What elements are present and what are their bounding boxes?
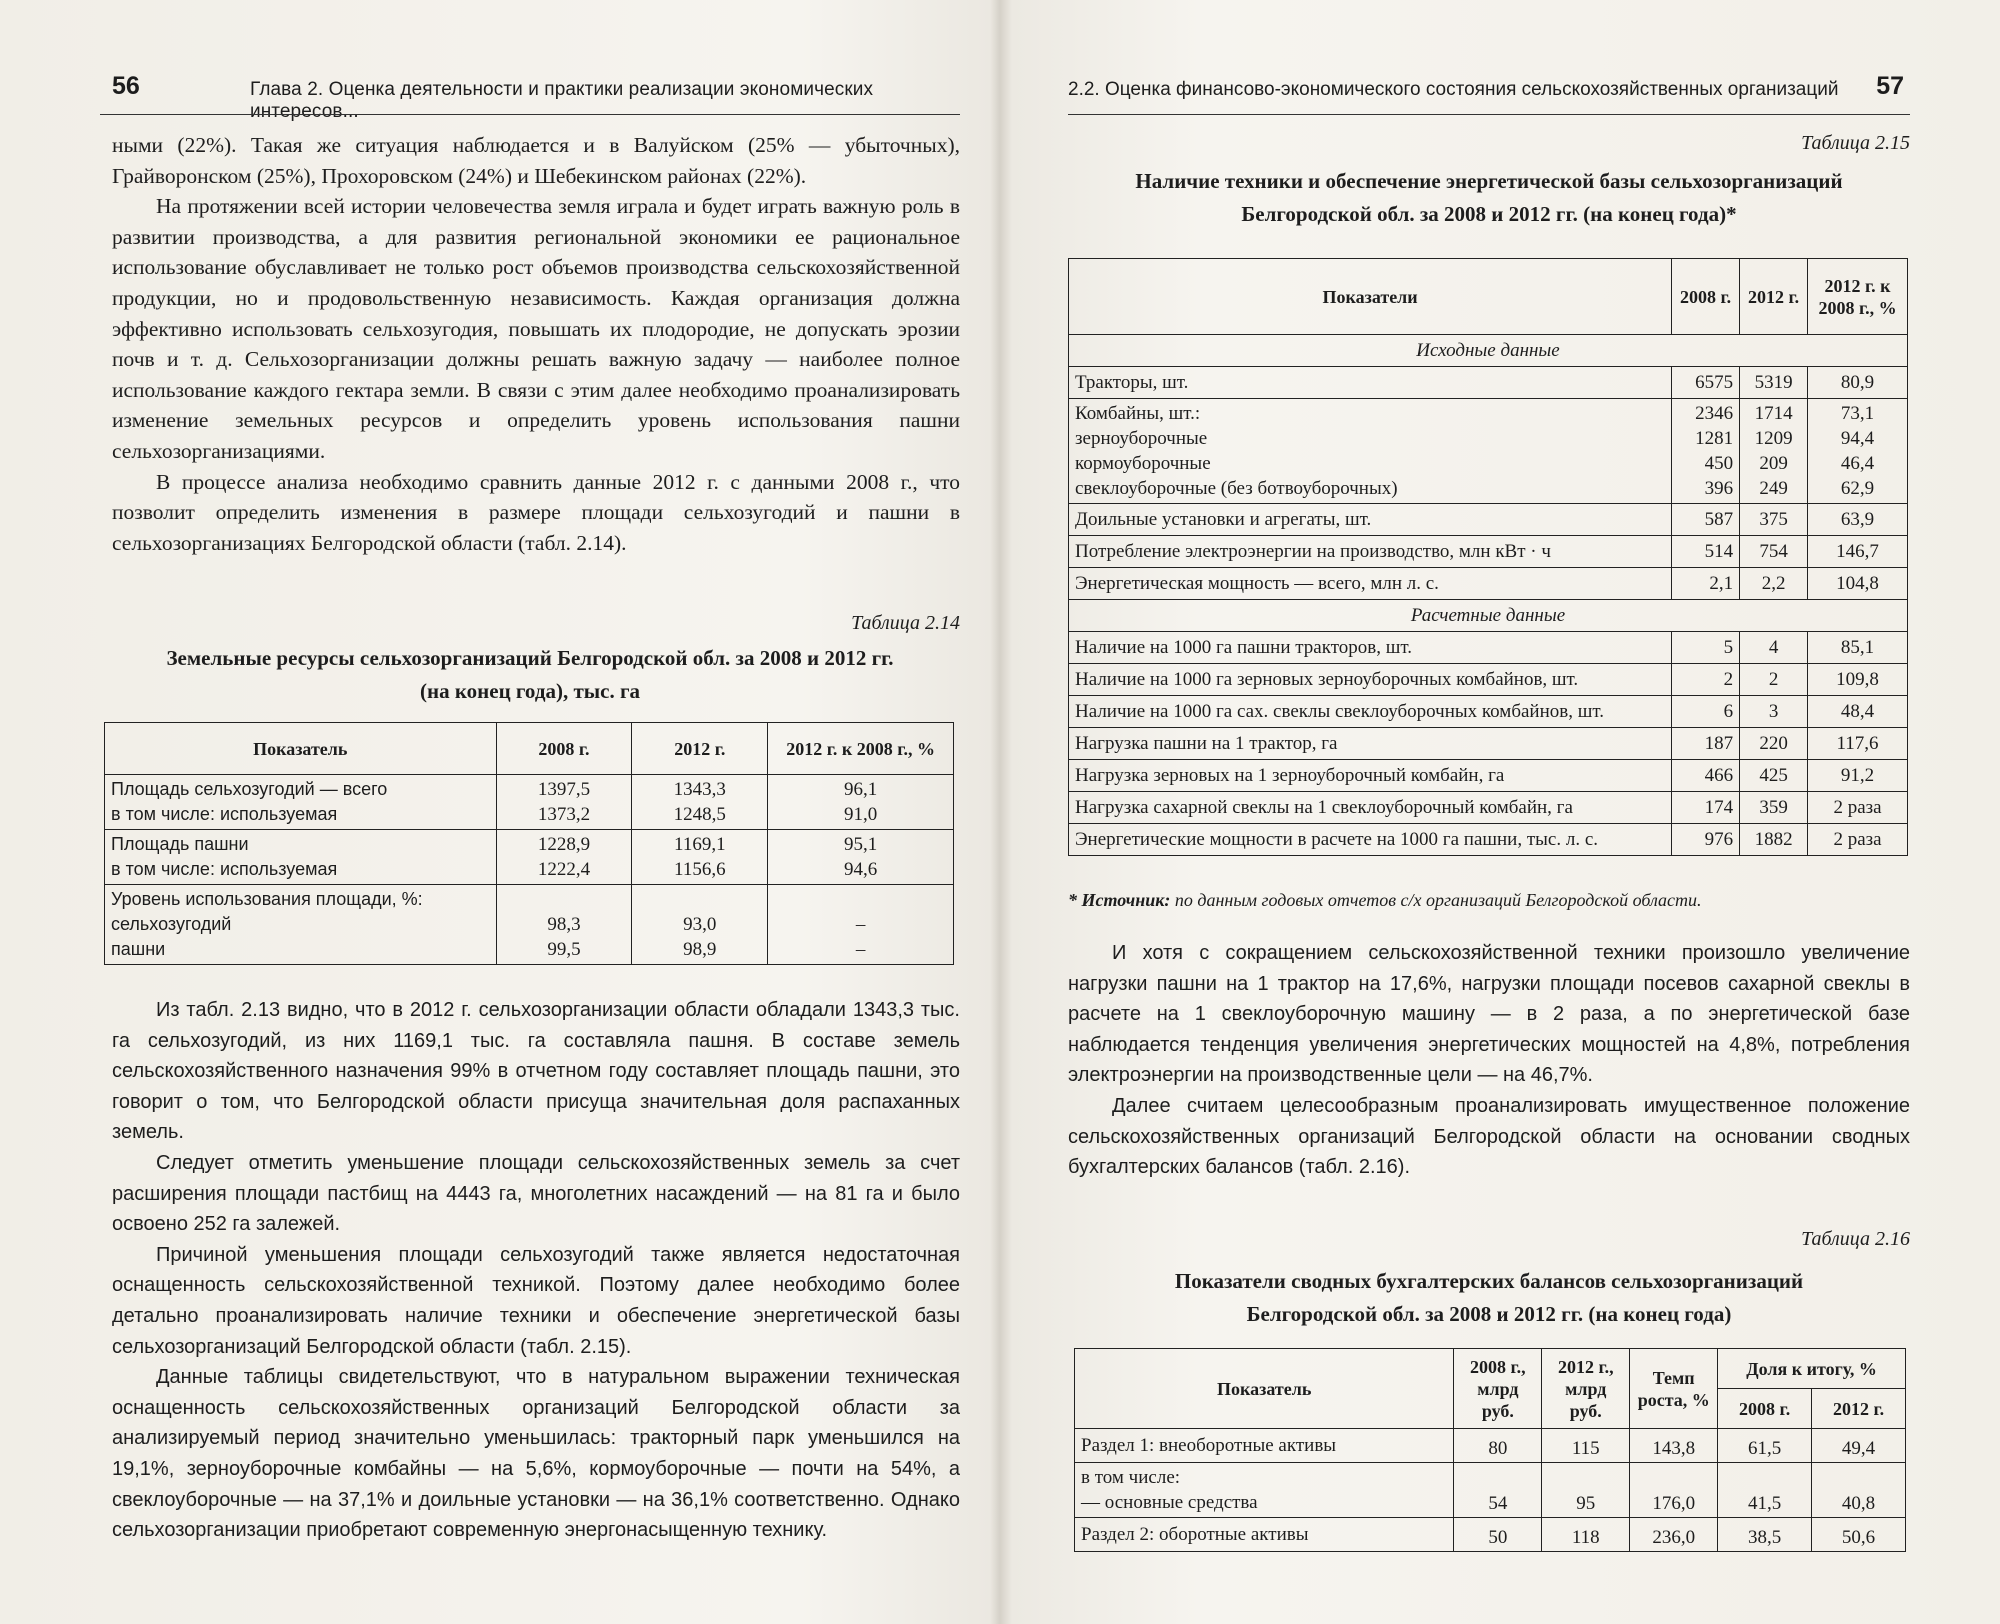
table-cell: [1808, 632, 1908, 664]
cell-line: 96,1: [843, 779, 878, 800]
cell-line: кормоуборочные: [1075, 453, 1211, 474]
source-label: * Источник:: [1068, 890, 1171, 910]
cell-line: Площадь пашни: [111, 834, 249, 854]
table-header: 2012 г.: [632, 723, 768, 775]
cell-line: 94,4: [1840, 428, 1875, 449]
table-cell: [1740, 536, 1808, 568]
page-number: 57: [1876, 72, 1904, 100]
page-number: 56: [112, 72, 140, 100]
table-cell: [1740, 664, 1808, 696]
cell-line: 2,2: [1761, 573, 1786, 594]
section-row: [1069, 600, 1908, 632]
paragraph: ными (22%). Такая же ситуация наблюдается и в Валуйском (25% — убыточных), Грайворонском (25%), Прохоровском (24%) и Шебекинском районах (22%).: [112, 133, 960, 188]
table-cell: [1808, 696, 1908, 728]
cell-line: сельхозугодий: [111, 914, 232, 934]
balance-table: [1074, 1348, 1906, 1552]
cell-line: 91,2: [1840, 765, 1875, 786]
header-rule: [1068, 114, 1910, 115]
paragraph: Из табл. 2.13 видно, что в 2012 г. сельхозорганизации области обладали 1343,3 тыс. га сельхозугодий, из них 1169,1 тыс. га составляла пашня. В составе земель сельскохозяйственного назначения 99% в отчетном году составляет площадь пашни, это говорит о том, что Белгородской области присуща значительная доля распаханных земель.: [112, 999, 960, 1144]
cell-line: 1209: [1754, 428, 1793, 449]
cell-line: Комбайны, шт.:: [1075, 403, 1201, 424]
table-title-line: (на конец года), тыс. га: [419, 679, 641, 703]
table-cell: [1069, 399, 1672, 504]
table-header: 2012 г. к 2008 г., %: [768, 723, 954, 775]
table-row: [1069, 696, 1908, 728]
table-cell: [1672, 367, 1740, 399]
table-title-line: Белгородской обл. за 2008 и 2012 гг. (на конец года): [1246, 1302, 1732, 1326]
cell-line: 2 раза: [1833, 829, 1882, 850]
cell-line: Раздел 2: оборотные активы: [1081, 1524, 1309, 1545]
source-text: по данным годовых отчетов с/х организаций Белгородской области.: [1170, 890, 1702, 910]
table-header: 2012 г.: [1740, 259, 1808, 335]
cell-line: 85,1: [1840, 637, 1875, 658]
cell-line: 1281: [1695, 428, 1734, 449]
table-cell: [1672, 399, 1740, 504]
table-cell: [1808, 664, 1908, 696]
table-source-note: [1068, 890, 1702, 911]
cell-line: 396: [1704, 478, 1734, 499]
cell-line: 109,8: [1836, 669, 1879, 690]
table-title-line: Показатели сводных бухгалтерских балансов сельхозорганизаций: [1174, 1269, 1804, 1293]
table-cell: 115: [1542, 1429, 1630, 1463]
table-cell: [1740, 399, 1808, 504]
table-cell: [1075, 1429, 1454, 1463]
cell-line: 1228,9: [537, 834, 591, 855]
cell-line: 425: [1759, 765, 1788, 786]
table-row: [1075, 1518, 1906, 1552]
cell-line: пашни: [111, 939, 166, 959]
cell-line: Энергетические мощности в расчете на 1000 га пашни, тыс. л. с.: [1075, 829, 1599, 850]
cell-line: в том числе: используемая: [111, 859, 338, 879]
table-cell: [1069, 504, 1672, 536]
table-cell: [1672, 664, 1740, 696]
table-cell: [1808, 504, 1908, 536]
cell-line: 98,9: [683, 939, 717, 960]
table-cell: [105, 885, 497, 965]
table-cell: [1069, 367, 1672, 399]
cell-line: [774, 887, 947, 912]
paragraph: И хотя с сокращением сельскохозяйственной техники произошло увеличение нагрузки пашни на 1 трактор на 17,6%, нагрузки площади посевов сахарной свеклы в расчете на 1 свеклоуборочную машину — в 2 раза, а по энергетической базе наблюдается тенденция увеличения энергетических мощностей на 4,8%, потребления электроэнергии на производственные цели — на 46,7%.: [1068, 942, 1910, 1087]
cell-line: Нагрузка сахарной свеклы на 1 свеклоуборочный комбайн, га: [1075, 797, 1573, 818]
table-cell: 236,0: [1630, 1518, 1718, 1552]
right-page: [1068, 0, 1910, 1624]
cell-line: 1156,6: [674, 859, 726, 880]
table-header: Показатель: [1075, 1349, 1454, 1429]
table-cell: [496, 775, 632, 830]
table-cell: [1808, 568, 1908, 600]
table-row: [1069, 504, 1908, 536]
cell-line: 3: [1768, 701, 1779, 722]
table-cell: [105, 830, 497, 885]
table-cell: [1069, 792, 1672, 824]
cell-line: свеклоуборочные (без ботвоуборочных): [1075, 478, 1398, 499]
table-row: [1069, 536, 1908, 568]
table-cell: [1740, 792, 1808, 824]
cell-line: 359: [1759, 797, 1788, 818]
section-heading: Исходные данные: [1069, 335, 1908, 367]
cell-line: 5319: [1754, 372, 1793, 393]
table-cell: [1808, 824, 1908, 856]
table-cell: [768, 885, 954, 965]
cell-line: 63,9: [1840, 509, 1875, 530]
table-cell: 143,8: [1630, 1429, 1718, 1463]
table-row: [1069, 399, 1908, 504]
cell-line: 2: [1768, 669, 1779, 690]
table-header: 2008 г.: [496, 723, 632, 775]
table-title-line: Наличие техники и обеспечение энергетической базы сельхозорганизаций: [1135, 169, 1843, 193]
cell-line: 1373,2: [537, 804, 591, 825]
cell-line: 450: [1704, 453, 1734, 474]
cell-line: Доильные установки и агрегаты, шт.: [1075, 509, 1372, 530]
cell-line: [638, 887, 761, 912]
cell-line: 174: [1704, 797, 1734, 818]
cell-line: [503, 887, 626, 912]
running-header: [100, 72, 960, 122]
table-cell: [1672, 824, 1740, 856]
cell-line: 146,7: [1836, 541, 1879, 562]
table-label: Таблица 2.15: [1801, 132, 1910, 154]
paragraph: Далее считаем целесообразным проанализировать имущественное положение сельскохозяйственных организаций Белгородской области на основании сводных бухгалтерских балансов (табл. 2.16).: [1068, 1094, 1910, 1179]
table-header: 2008 г.: [1672, 259, 1740, 335]
table-row: [1069, 792, 1908, 824]
cell-line: 93,0: [683, 914, 717, 935]
table-cell: [496, 885, 632, 965]
table-title-line: Земельные ресурсы сельхозорганизаций Белгородской обл. за 2008 и 2012 гг.: [166, 646, 894, 670]
section-heading: Расчетные данные: [1069, 600, 1908, 632]
table-cell: [1740, 728, 1808, 760]
cell-line: –: [855, 914, 866, 935]
table-cell: [1672, 504, 1740, 536]
cell-line: 1343,3: [673, 779, 726, 800]
table-row: [1075, 1463, 1906, 1518]
table-cell: [1069, 632, 1672, 664]
cell-line: 91,0: [843, 804, 878, 825]
table-cell: [1808, 399, 1908, 504]
cell-line: 99,5: [547, 939, 581, 960]
running-head-text: Глава 2. Оценка деятельности и практики реализации экономических интересов...: [250, 79, 874, 122]
cell-line: 4: [1768, 637, 1779, 658]
paragraph: Данные таблицы свидетельствуют, что в натуральном выражении техническая оснащенность сельскохозяйственных организаций Белгородской области за анализируемый период значительно уменьшилась: тракторный парк уменьшился на 19,1%, зерноуборочные комбайны — на 5,6%, кормоуборочные — почти на 54%, а свеклоуборочные — на 37,1% и доильные установки — на 36,1% соответственно. Однако сельхозорганизации приобретают современную энергонасыщенную технику.: [112, 1366, 960, 1542]
table-header: Показатель: [105, 723, 497, 775]
table-row: [1075, 1429, 1906, 1463]
body-text-bottom: [112, 995, 960, 1546]
table-header: Показатели: [1069, 259, 1672, 335]
cell-line: 1714: [1754, 403, 1793, 424]
table-cell: [1672, 792, 1740, 824]
table-cell: [1808, 760, 1908, 792]
body-text: [1068, 938, 1910, 1183]
cell-line: Наличие на 1000 га зерновых зерноуборочных комбайнов, шт.: [1075, 669, 1579, 690]
cell-line: 94,6: [843, 859, 878, 880]
table-cell: 54: [1454, 1463, 1542, 1518]
header-rule: [100, 114, 960, 115]
table-cell: [1069, 824, 1672, 856]
table-row: [1069, 664, 1908, 696]
cell-line: зерноуборочные: [1075, 428, 1208, 449]
cell-line: Наличие на 1000 га пашни тракторов, шт.: [1075, 637, 1412, 658]
cell-line: 754: [1759, 541, 1788, 562]
table-cell: [1672, 632, 1740, 664]
table-cell: 50,6: [1812, 1518, 1906, 1552]
paragraph: Причиной уменьшения площади сельхозугодий также является недостаточная оснащенность сельскохозяйственной техникой. Поэтому далее необходимо более детально проанализировать наличие техники и обеспечение энергетической базы сельхозорганизаций Белгородской области (табл. 2.15).: [112, 1243, 960, 1358]
table-cell: 49,4: [1812, 1429, 1906, 1463]
cell-line: Потребление электроэнергии на производство, млн кВт · ч: [1075, 541, 1551, 562]
cell-line: Тракторы, шт.: [1075, 372, 1189, 393]
table-cell: [1672, 728, 1740, 760]
cell-line: 587: [1704, 509, 1734, 530]
land-resources-table: [104, 722, 954, 965]
cell-line: в том числе: используемая: [111, 804, 338, 824]
table-cell: [1740, 696, 1808, 728]
machinery-table: [1068, 258, 1908, 856]
cell-line: Наличие на 1000 га сах. свеклы свеклоуборочных комбайнов, шт.: [1075, 701, 1604, 722]
table-row: [105, 775, 954, 830]
body-text-top: [112, 130, 960, 558]
left-page: [100, 0, 960, 1624]
running-head-text: 2.2. Оценка финансово-экономического состояния сельскохозяйственных организаций: [1068, 79, 1839, 100]
cell-line: 6575: [1695, 372, 1734, 393]
cell-line: 220: [1759, 733, 1788, 754]
cell-line: в том числе:: [1081, 1467, 1181, 1488]
table-header: Темп роста, %: [1630, 1349, 1718, 1429]
table-cell: [1069, 568, 1672, 600]
cell-line: 2346: [1695, 403, 1734, 424]
table-cell: [768, 775, 954, 830]
table-cell: 118: [1542, 1518, 1630, 1552]
table-header: 2012 г.: [1812, 1389, 1906, 1429]
table-cell: [632, 830, 768, 885]
cell-line: 976: [1704, 829, 1734, 850]
table-header: 2008 г., млрд руб.: [1454, 1349, 1542, 1429]
table-row: [1069, 760, 1908, 792]
table-title: [1068, 165, 1910, 231]
table-label: Таблица 2.16: [1801, 1228, 1910, 1250]
cell-line: Нагрузка пашни на 1 трактор, га: [1075, 733, 1338, 754]
table-cell: [1672, 568, 1740, 600]
cell-line: 2: [1723, 669, 1734, 690]
table-cell: [1808, 367, 1908, 399]
paragraph: На протяжении всей истории человечества земля играла и будет играть важную роль в развитии производства, а для развития региональной экономики ее рациональное использование обуславливает не только рост объемов производства сельскохозяйственной продукции, но и продовольственную независимость. Каждая организация должна эффективно использовать сельхозугодия, повышать их плодородие, не допускать эрозии почв и т. д. Сельхозорганизации должны решать важную задачу — наиболее полное использование каждого гектара земли. В связи с этим далее необходимо проанализировать изменение земельных ресурсов и определить уровень использования пашни сельхозорганизациями.: [112, 194, 960, 463]
table-cell: [1069, 760, 1672, 792]
paragraph: В процессе анализа необходимо сравнить данные 2012 г. с данными 2008 г., что позволит определить изменения в размере площади сельхозугодий и пашни в сельхозорганизациях Белгородской области (табл. 2.14).: [112, 469, 960, 555]
cell-line: 514: [1704, 541, 1734, 562]
table-title: [100, 642, 960, 708]
table-cell: [1672, 536, 1740, 568]
table-header: 2012 г. к 2008 г., %: [1808, 259, 1908, 335]
cell-line: Раздел 1: внеоборотные активы: [1081, 1435, 1337, 1456]
table-cell: 61,5: [1718, 1429, 1812, 1463]
table-row: [1069, 568, 1908, 600]
table-cell: 40,8: [1812, 1463, 1906, 1518]
table-cell: 95: [1542, 1463, 1630, 1518]
table-cell: [768, 830, 954, 885]
cell-line: 62,9: [1840, 478, 1875, 499]
table-cell: [1808, 728, 1908, 760]
table-cell: [1075, 1518, 1454, 1552]
cell-line: Площадь сельхозугодий — всего: [111, 779, 388, 799]
table-cell: [1808, 792, 1908, 824]
cell-line: 1248,5: [673, 804, 726, 825]
table-title: [1068, 1265, 1910, 1331]
cell-line: 73,1: [1840, 403, 1875, 424]
cell-line: Энергетическая мощность — всего, млн л. с.: [1075, 573, 1439, 594]
table-cell: [1069, 664, 1672, 696]
table-row: [1069, 632, 1908, 664]
table-cell: 80: [1454, 1429, 1542, 1463]
cell-line: 6: [1723, 701, 1734, 722]
cell-line: Нагрузка зерновых на 1 зерноуборочный комбайн, га: [1075, 765, 1505, 786]
cell-line: 1882: [1754, 829, 1793, 850]
table-cell: [632, 885, 768, 965]
cell-line: 2,1: [1709, 573, 1734, 594]
cell-line: 1222,4: [537, 859, 591, 880]
table-cell: [1740, 760, 1808, 792]
cell-line: 187: [1704, 733, 1734, 754]
table-cell: 176,0: [1630, 1463, 1718, 1518]
cell-line: 117,6: [1836, 733, 1879, 754]
cell-line: 249: [1759, 478, 1788, 499]
table-header: 2012 г., млрд руб.: [1542, 1349, 1630, 1429]
table-cell: [632, 775, 768, 830]
cell-line: 1169,1: [674, 834, 726, 855]
table-cell: [105, 775, 497, 830]
table-cell: [1069, 728, 1672, 760]
table-cell: [496, 830, 632, 885]
cell-line: 2 раза: [1833, 797, 1882, 818]
cell-line: 1397,5: [537, 779, 591, 800]
cell-line: 209: [1759, 453, 1788, 474]
table-row: [105, 885, 954, 965]
cell-line: 95,1: [843, 834, 878, 855]
table-cell: [1075, 1463, 1454, 1518]
table-label: Таблица 2.14: [851, 612, 960, 634]
table-cell: 50: [1454, 1518, 1542, 1552]
table-row: [105, 830, 954, 885]
table-cell: [1740, 367, 1808, 399]
paragraph: Следует отметить уменьшение площади сельскохозяйственных земель за счет расширения площади пастбищ на 4443 га, многолетних насаждений — на 81 га и было освоено 252 га залежей.: [112, 1151, 960, 1236]
table-cell: [1672, 696, 1740, 728]
table-cell: [1808, 536, 1908, 568]
table-row: [1069, 728, 1908, 760]
table-cell: 38,5: [1718, 1518, 1812, 1552]
table-cell: [1740, 824, 1808, 856]
table-cell: [1672, 760, 1740, 792]
table-cell: [1069, 536, 1672, 568]
cell-line: 48,4: [1840, 701, 1875, 722]
table-cell: [1740, 632, 1808, 664]
table-cell: [1740, 504, 1808, 536]
cell-line: –: [855, 939, 866, 960]
cell-line: 375: [1759, 509, 1788, 530]
cell-line: — основные средства: [1081, 1492, 1258, 1513]
table-cell: 41,5: [1718, 1463, 1812, 1518]
cell-line: 80,9: [1840, 372, 1875, 393]
table-cell: [1069, 696, 1672, 728]
cell-line: 466: [1704, 765, 1734, 786]
table-cell: [1740, 568, 1808, 600]
cell-line: 104,8: [1836, 573, 1879, 594]
cell-line: Уровень использования площади, %:: [111, 889, 423, 909]
cell-line: 46,4: [1840, 453, 1875, 474]
table-row: [1069, 824, 1908, 856]
running-header: [1068, 72, 1910, 108]
table-row: [1069, 367, 1908, 399]
cell-line: 5: [1723, 637, 1734, 658]
table-header: Доля к итогу, %: [1718, 1349, 1906, 1389]
table-header: 2008 г.: [1718, 1389, 1812, 1429]
section-row: [1069, 335, 1908, 367]
cell-line: 98,3: [547, 914, 581, 935]
table-title-line: Белгородской обл. за 2008 и 2012 гг. (на конец года)*: [1241, 202, 1737, 226]
